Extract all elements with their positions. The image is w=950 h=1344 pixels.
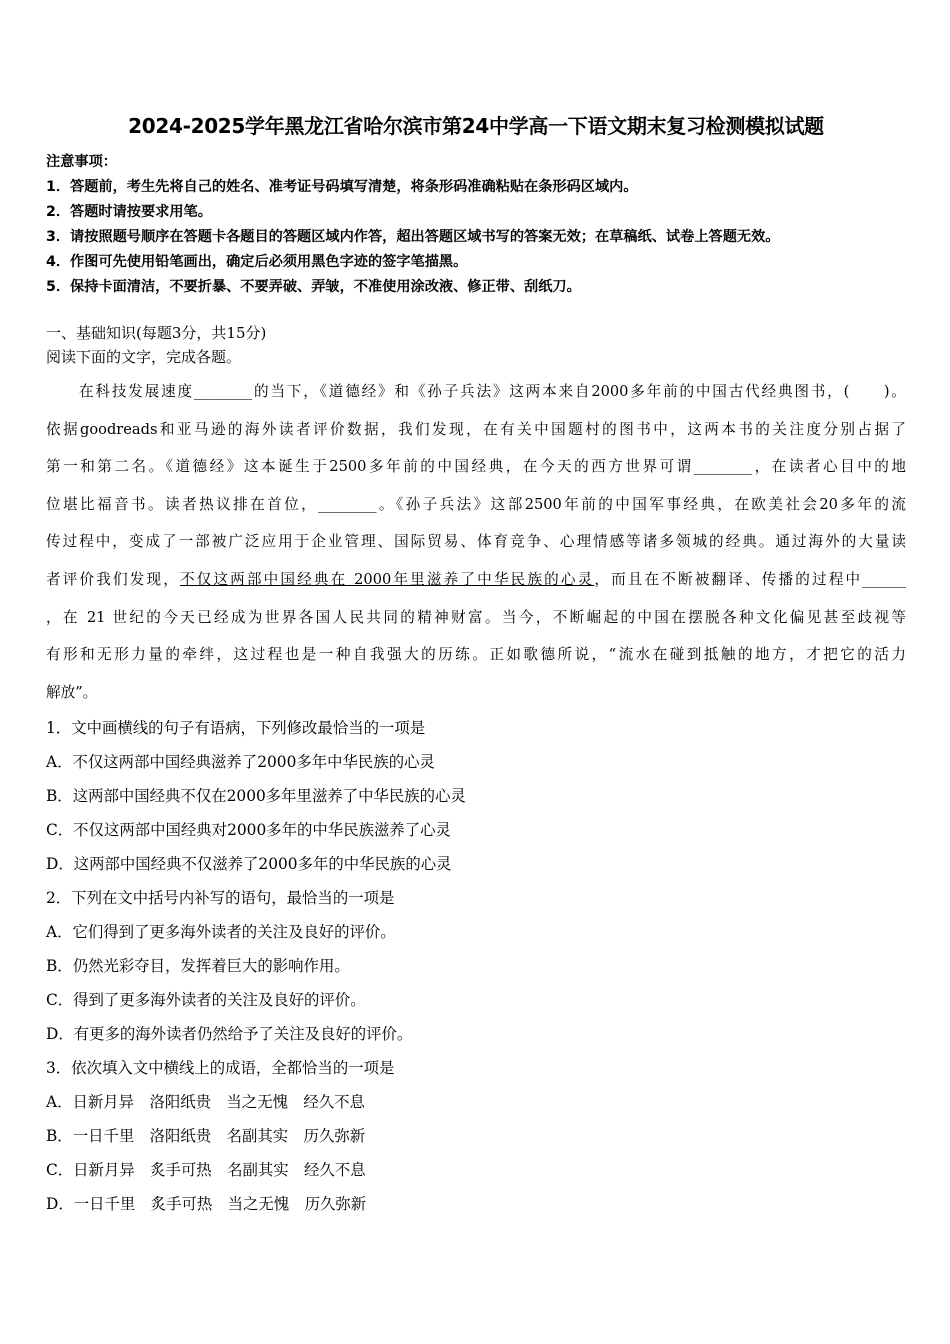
passage-line: ，在 21 世纪的今天已经成为世界各国人民共同的精神财富。当今，不断崛起的中国在摆脱各种文化偏见甚至歧视等 (46, 608, 906, 626)
question-2 (46, 881, 906, 1051)
option-c: C．日新月异 炙手可热 名副其实 经久不息 (46, 1161, 366, 1180)
option-a: A．不仅这两部中国经典滋养了2000多年中华民族的心灵 (46, 753, 435, 772)
option-b: B．这两部中国经典不仅在2000多年里滋养了中华民族的心灵 (46, 787, 466, 806)
passage-line: 传过程中，变成了一部被广泛应用于企业管理、国际贸易、体育竞争、心理情感等诸多领城的经典。通过海外的大量读 (46, 533, 906, 551)
question-stem: 2．下列在文中括号内补写的语句，最恰当的一项是 (46, 889, 395, 908)
option-d: D．有更多的海外读者仍然给予了关注及良好的评价。 (46, 1025, 413, 1044)
notice-item: 2．答题时请按要求用笔。 (46, 204, 212, 220)
notice-heading: 注意事项： (46, 154, 117, 170)
option-d: D．一日千里 炙手可热 当之无愧 历久弥新 (46, 1195, 367, 1214)
underlined-sentence: 不仅这两部中国经典在 2000年里滋养了中华民族的心灵 (179, 570, 595, 588)
notice-item: 3．请按照题号顺序在答题卡各题目的答题区域内作答，超出答题区域书写的答案无效；在草稿纸、试卷上答题无效。 (46, 229, 780, 245)
passage-text: ，而且在不断被翻译、传播的过程中______ (594, 570, 906, 588)
section-intro: 阅读下面的文字，完成各题。 (46, 348, 242, 366)
question-stem: 3．依次填入文中横线上的成语，全都恰当的一项是 (46, 1059, 395, 1078)
passage-line: 在科技发展速度________的当下，《道德经》和《孙子兵法》这两本来自2000多年前的中国古代经典图书，( )。 (79, 383, 906, 400)
option-b: B．仍然光彩夺目，发挥着巨大的影响作用。 (46, 957, 350, 976)
notice-block (46, 150, 906, 300)
section-heading: 一、基础知识(每题3分，共15分) (46, 324, 267, 342)
notice-item: 1．答题前，考生先将自己的姓名、准考证号码填写清楚，将条形码准确粘贴在条形码区域内。 (46, 179, 638, 195)
passage-line: 第一和第二名。《道德经》这本诞生于2500多年前的中国经典，在今天的西方世界可谓________，在读者心目中的地 (46, 458, 906, 476)
passage-line: 依据goodreads和亚马逊的海外读者评价数据，我们发现，在有关中国题村的图书中，这两本书的关注度分别占据了 (46, 420, 906, 438)
page-title: 2024-2025学年黑龙江省哈尔滨市第24中学高一下语文期末复习检测模拟试题 (128, 114, 824, 138)
passage-line: 位堪比福音书。读者热议排在首位，________。《孙子兵法》这部2500年前的中国军事经典，在欧美社会20多年的流 (46, 495, 906, 513)
option-c: C．得到了更多海外读者的关注及良好的评价。 (46, 991, 366, 1010)
option-d: D．这两部中国经典不仅滋养了2000多年的中华民族的心灵 (46, 855, 452, 874)
question-stem: 1．文中画横线的句子有语病，下列修改最恰当的一项是 (46, 719, 426, 738)
passage-line: 解放”。 (46, 683, 98, 701)
option-a: A．它们得到了更多海外读者的关注及良好的评价。 (46, 923, 396, 942)
notice-item: 4．作图可先使用铅笔画出，确定后必须用黑色字迹的签字笔描黑。 (46, 254, 468, 270)
passage-text: 者评价我们发现， (46, 570, 180, 588)
option-b: B．一日千里 洛阳纸贵 名副其实 历久弥新 (46, 1127, 366, 1146)
reading-passage (46, 373, 906, 711)
option-a: A．日新月异 洛阳纸贵 当之无愧 经久不息 (46, 1093, 365, 1112)
passage-line (46, 561, 906, 599)
question-3 (46, 1051, 906, 1221)
question-1 (46, 711, 906, 881)
notice-item: 5．保持卡面清洁，不要折暴、不要弄破、弄皱，不准使用涂改液、修正带、刮纸刀。 (46, 279, 581, 295)
passage-line: 有形和无形力量的牵绊，这过程也是一种自我强大的历练。正如歌德所说，“流水在碰到抵触的地方，才把它的活力 (46, 646, 906, 664)
option-c: C．不仅这两部中国经典对2000多年的中华民族滋养了心灵 (46, 821, 451, 840)
